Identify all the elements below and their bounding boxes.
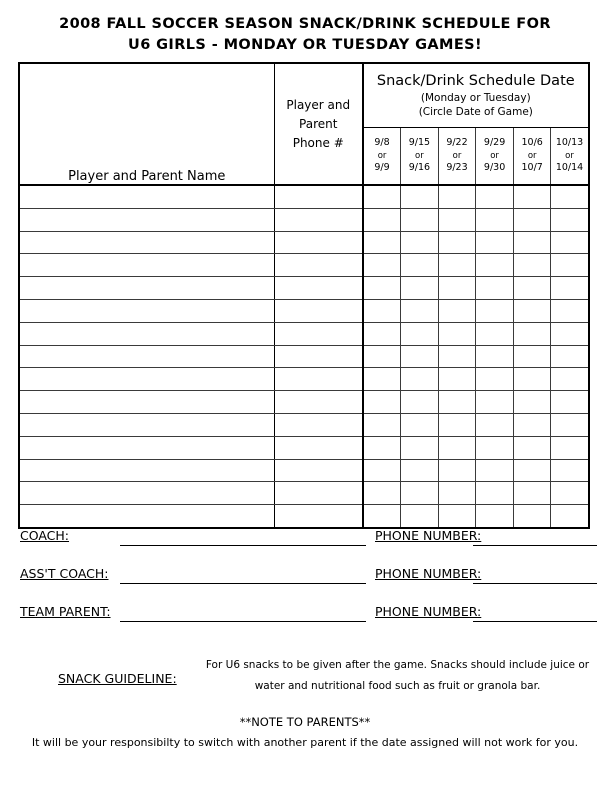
table-row bbox=[19, 391, 589, 414]
cell-player-parent-name[interactable] bbox=[19, 299, 274, 322]
note-to-parents-heading: **NOTE TO PARENTS** bbox=[239, 715, 371, 729]
cell-date-4[interactable] bbox=[476, 208, 514, 231]
cell-date-3[interactable] bbox=[438, 368, 476, 391]
cell-date-5[interactable] bbox=[513, 277, 551, 300]
cell-date-3[interactable] bbox=[438, 254, 476, 277]
table-row bbox=[19, 459, 589, 482]
cell-date-6[interactable] bbox=[551, 254, 589, 277]
title-line-1: 2008 FALL SOCCER SEASON SNACK/DRINK SCHEDULE FOR bbox=[59, 16, 551, 32]
cell-date-1[interactable] bbox=[363, 391, 401, 414]
table-row bbox=[19, 436, 589, 459]
cell-date-6[interactable] bbox=[551, 482, 589, 505]
cell-player-parent-name[interactable] bbox=[19, 208, 274, 231]
cell-date-4[interactable] bbox=[476, 231, 514, 254]
header-date-4-or: or bbox=[490, 150, 499, 161]
cell-date-5[interactable] bbox=[513, 436, 551, 459]
cell-date-2[interactable] bbox=[401, 277, 439, 300]
cell-date-6[interactable] bbox=[551, 413, 589, 436]
cell-player-parent-phone[interactable] bbox=[274, 322, 363, 345]
table-row bbox=[19, 299, 589, 322]
cell-date-5[interactable] bbox=[513, 208, 551, 231]
table-row bbox=[19, 185, 589, 208]
cell-date-4[interactable] bbox=[476, 345, 514, 368]
signature-input-line-2[interactable] bbox=[120, 583, 366, 584]
cell-date-1[interactable] bbox=[363, 413, 401, 436]
cell-date-3[interactable] bbox=[438, 391, 476, 414]
table-row bbox=[19, 345, 589, 368]
table-row bbox=[19, 277, 589, 300]
phone-number-label-2: PHONE NUMBER: bbox=[375, 566, 482, 581]
table-row bbox=[19, 208, 589, 231]
cell-date-2[interactable] bbox=[401, 345, 439, 368]
header-phone-line-2: Parent bbox=[299, 116, 338, 131]
cell-date-1[interactable] bbox=[363, 436, 401, 459]
cell-date-3[interactable] bbox=[438, 482, 476, 505]
cell-date-1[interactable] bbox=[363, 345, 401, 368]
header-date-5-or: or bbox=[527, 150, 537, 161]
cell-date-4[interactable] bbox=[476, 254, 514, 277]
header-date-2-second: 9/16 bbox=[408, 162, 431, 173]
header-date-6-second: 10/14 bbox=[555, 162, 584, 173]
cell-date-1[interactable] bbox=[363, 277, 401, 300]
cell-date-1[interactable] bbox=[363, 368, 401, 391]
cell-player-parent-name[interactable] bbox=[19, 482, 274, 505]
header-dates-subtitle-1: (Monday or Tuesday) bbox=[420, 91, 531, 104]
table-row bbox=[19, 368, 589, 391]
cell-date-5[interactable] bbox=[513, 231, 551, 254]
signature-row bbox=[0, 522, 610, 560]
cell-date-1[interactable] bbox=[363, 231, 401, 254]
cell-player-parent-name[interactable] bbox=[19, 254, 274, 277]
cell-date-6[interactable] bbox=[551, 299, 589, 322]
cell-player-parent-phone[interactable] bbox=[274, 277, 363, 300]
cell-date-4[interactable] bbox=[476, 368, 514, 391]
snack-schedule-table bbox=[18, 62, 590, 529]
signature-input-line-3[interactable] bbox=[120, 621, 366, 622]
signature-label-3: TEAM PARENT: bbox=[20, 604, 111, 619]
cell-date-5[interactable] bbox=[513, 322, 551, 345]
signature-row bbox=[0, 560, 610, 598]
cell-date-3[interactable] bbox=[438, 436, 476, 459]
signature-label-1: COACH: bbox=[20, 528, 70, 543]
table-body bbox=[19, 185, 589, 528]
cell-date-5[interactable] bbox=[513, 459, 551, 482]
header-date-column-1 bbox=[363, 127, 401, 185]
cell-player-parent-name[interactable] bbox=[19, 368, 274, 391]
cell-player-parent-name[interactable] bbox=[19, 185, 274, 208]
cell-date-2[interactable] bbox=[401, 368, 439, 391]
signature-input-line-1[interactable] bbox=[120, 545, 366, 546]
cell-date-6[interactable] bbox=[551, 231, 589, 254]
cell-player-parent-name[interactable] bbox=[19, 413, 274, 436]
cell-date-3[interactable] bbox=[438, 208, 476, 231]
header-date-5-second: 10/7 bbox=[521, 162, 543, 173]
cell-player-parent-phone[interactable] bbox=[274, 368, 363, 391]
cell-player-parent-name[interactable] bbox=[19, 277, 274, 300]
header-player-parent-phone bbox=[274, 63, 363, 185]
cell-date-3[interactable] bbox=[438, 322, 476, 345]
phone-number-label-1: PHONE NUMBER: bbox=[375, 528, 482, 543]
signature-section bbox=[0, 522, 610, 636]
cell-player-parent-name[interactable] bbox=[19, 436, 274, 459]
header-date-column-6 bbox=[551, 127, 589, 185]
table-row bbox=[19, 413, 589, 436]
cell-player-parent-phone[interactable] bbox=[274, 436, 363, 459]
cell-player-parent-phone[interactable] bbox=[274, 482, 363, 505]
cell-date-2[interactable] bbox=[401, 231, 439, 254]
cell-date-3[interactable] bbox=[438, 299, 476, 322]
cell-date-4[interactable] bbox=[476, 391, 514, 414]
cell-player-parent-phone[interactable] bbox=[274, 299, 363, 322]
phone-number-label-3: PHONE NUMBER: bbox=[375, 604, 482, 619]
page-title bbox=[0, 0, 610, 56]
header-dates-title: Snack/Drink Schedule Date bbox=[376, 72, 575, 89]
phone-number-input-line-1[interactable] bbox=[473, 545, 597, 546]
signature-row bbox=[0, 598, 610, 636]
header-phone-line-3: Phone # bbox=[292, 135, 344, 150]
cell-player-parent-phone[interactable] bbox=[274, 254, 363, 277]
cell-player-parent-phone[interactable] bbox=[274, 208, 363, 231]
schedule-table-container bbox=[18, 62, 588, 529]
header-date-1-second: 9/9 bbox=[374, 162, 390, 173]
header-date-4-first: 9/29 bbox=[483, 137, 506, 148]
signature-label-2: ASS'T COACH: bbox=[20, 566, 109, 581]
cell-date-1[interactable] bbox=[363, 459, 401, 482]
cell-date-6[interactable] bbox=[551, 459, 589, 482]
header-date-2-first: 9/15 bbox=[408, 137, 431, 148]
cell-date-5[interactable] bbox=[513, 185, 551, 208]
cell-date-2[interactable] bbox=[401, 459, 439, 482]
cell-date-4[interactable] bbox=[476, 482, 514, 505]
cell-date-2[interactable] bbox=[401, 185, 439, 208]
header-player-and-parent-name: Player and Parent Name bbox=[19, 63, 274, 185]
cell-player-parent-phone[interactable] bbox=[274, 391, 363, 414]
phone-number-input-line-3[interactable] bbox=[473, 621, 597, 622]
header-date-4-second: 9/30 bbox=[483, 162, 506, 173]
cell-player-parent-name[interactable] bbox=[19, 345, 274, 368]
cell-date-3[interactable] bbox=[438, 231, 476, 254]
header-date-2-or: or bbox=[415, 150, 424, 161]
cell-date-6[interactable] bbox=[551, 436, 589, 459]
cell-player-parent-name[interactable] bbox=[19, 322, 274, 345]
cell-date-2[interactable] bbox=[401, 391, 439, 414]
cell-date-4[interactable] bbox=[476, 322, 514, 345]
note-to-parents-body: It will be your responsibilty to switch with another parent if the date assigned will not work for you. bbox=[31, 736, 579, 749]
cell-date-4[interactable] bbox=[476, 277, 514, 300]
table-row bbox=[19, 482, 589, 505]
cell-date-3[interactable] bbox=[438, 277, 476, 300]
header-date-3-or: or bbox=[452, 150, 462, 161]
cell-date-2[interactable] bbox=[401, 254, 439, 277]
cell-date-6[interactable] bbox=[551, 185, 589, 208]
cell-date-3[interactable] bbox=[438, 345, 476, 368]
cell-player-parent-name[interactable] bbox=[19, 459, 274, 482]
header-date-column-4 bbox=[476, 127, 514, 185]
header-snack-drink-schedule-date bbox=[363, 63, 589, 127]
cell-date-4[interactable] bbox=[476, 185, 514, 208]
cell-date-5[interactable] bbox=[513, 413, 551, 436]
header-date-1-first: 9/8 bbox=[374, 137, 390, 148]
title-line-2: U6 GIRLS - MONDAY OR TUESDAY GAMES! bbox=[128, 37, 482, 53]
cell-date-4[interactable] bbox=[476, 299, 514, 322]
cell-date-5[interactable] bbox=[513, 299, 551, 322]
snack-guideline-label: SNACK GUIDELINE: bbox=[58, 671, 177, 686]
cell-date-4[interactable] bbox=[476, 459, 514, 482]
header-date-1-or: or bbox=[377, 150, 387, 161]
cell-date-2[interactable] bbox=[401, 482, 439, 505]
header-date-column-5 bbox=[513, 127, 551, 185]
header-dates-subtitle-2: (Circle Date of Game) bbox=[418, 105, 533, 118]
cell-date-2[interactable] bbox=[401, 436, 439, 459]
header-phone-line-1: Player and bbox=[286, 97, 351, 112]
cell-date-6[interactable] bbox=[551, 277, 589, 300]
cell-date-6[interactable] bbox=[551, 391, 589, 414]
header-date-3-first: 9/22 bbox=[446, 137, 468, 148]
cell-date-1[interactable] bbox=[363, 322, 401, 345]
table-row bbox=[19, 231, 589, 254]
table-header bbox=[19, 63, 589, 185]
cell-date-5[interactable] bbox=[513, 254, 551, 277]
cell-date-2[interactable] bbox=[401, 322, 439, 345]
header-date-column-3 bbox=[438, 127, 476, 185]
cell-date-6[interactable] bbox=[551, 322, 589, 345]
cell-date-6[interactable] bbox=[551, 368, 589, 391]
cell-date-6[interactable] bbox=[551, 345, 589, 368]
cell-date-2[interactable] bbox=[401, 299, 439, 322]
cell-date-3[interactable] bbox=[438, 185, 476, 208]
guideline-text-line-2: water and nutritional food such as fruit or granola bar. bbox=[254, 680, 541, 692]
header-date-6-first: 10/13 bbox=[555, 137, 584, 148]
cell-date-3[interactable] bbox=[438, 459, 476, 482]
cell-player-parent-phone[interactable] bbox=[274, 459, 363, 482]
header-date-6-or: or bbox=[565, 150, 574, 161]
table-row bbox=[19, 322, 589, 345]
cell-date-1[interactable] bbox=[363, 254, 401, 277]
cell-date-1[interactable] bbox=[363, 482, 401, 505]
cell-player-parent-phone[interactable] bbox=[274, 231, 363, 254]
header-date-5-first: 10/6 bbox=[521, 137, 543, 148]
cell-date-1[interactable] bbox=[363, 299, 401, 322]
snack-guideline-text bbox=[200, 655, 595, 697]
cell-player-parent-phone[interactable] bbox=[274, 185, 363, 208]
phone-number-input-line-2[interactable] bbox=[473, 583, 597, 584]
cell-date-2[interactable] bbox=[401, 208, 439, 231]
cell-player-parent-name[interactable] bbox=[19, 231, 274, 254]
cell-date-4[interactable] bbox=[476, 413, 514, 436]
cell-date-5[interactable] bbox=[513, 391, 551, 414]
cell-date-1[interactable] bbox=[363, 208, 401, 231]
header-row-top bbox=[19, 63, 589, 127]
cell-date-5[interactable] bbox=[513, 368, 551, 391]
cell-date-6[interactable] bbox=[551, 208, 589, 231]
cell-date-1[interactable] bbox=[363, 185, 401, 208]
cell-date-5[interactable] bbox=[513, 482, 551, 505]
cell-player-parent-phone[interactable] bbox=[274, 345, 363, 368]
table-row bbox=[19, 254, 589, 277]
cell-date-3[interactable] bbox=[438, 413, 476, 436]
cell-player-parent-name[interactable] bbox=[19, 391, 274, 414]
cell-date-4[interactable] bbox=[476, 436, 514, 459]
guideline-text-line-1: For U6 snacks to be given after the game. Snacks should include juice or bbox=[205, 659, 590, 671]
cell-player-parent-phone[interactable] bbox=[274, 413, 363, 436]
header-date-3-second: 9/23 bbox=[446, 162, 468, 173]
cell-date-5[interactable] bbox=[513, 345, 551, 368]
cell-date-2[interactable] bbox=[401, 413, 439, 436]
header-date-column-2 bbox=[401, 127, 439, 185]
